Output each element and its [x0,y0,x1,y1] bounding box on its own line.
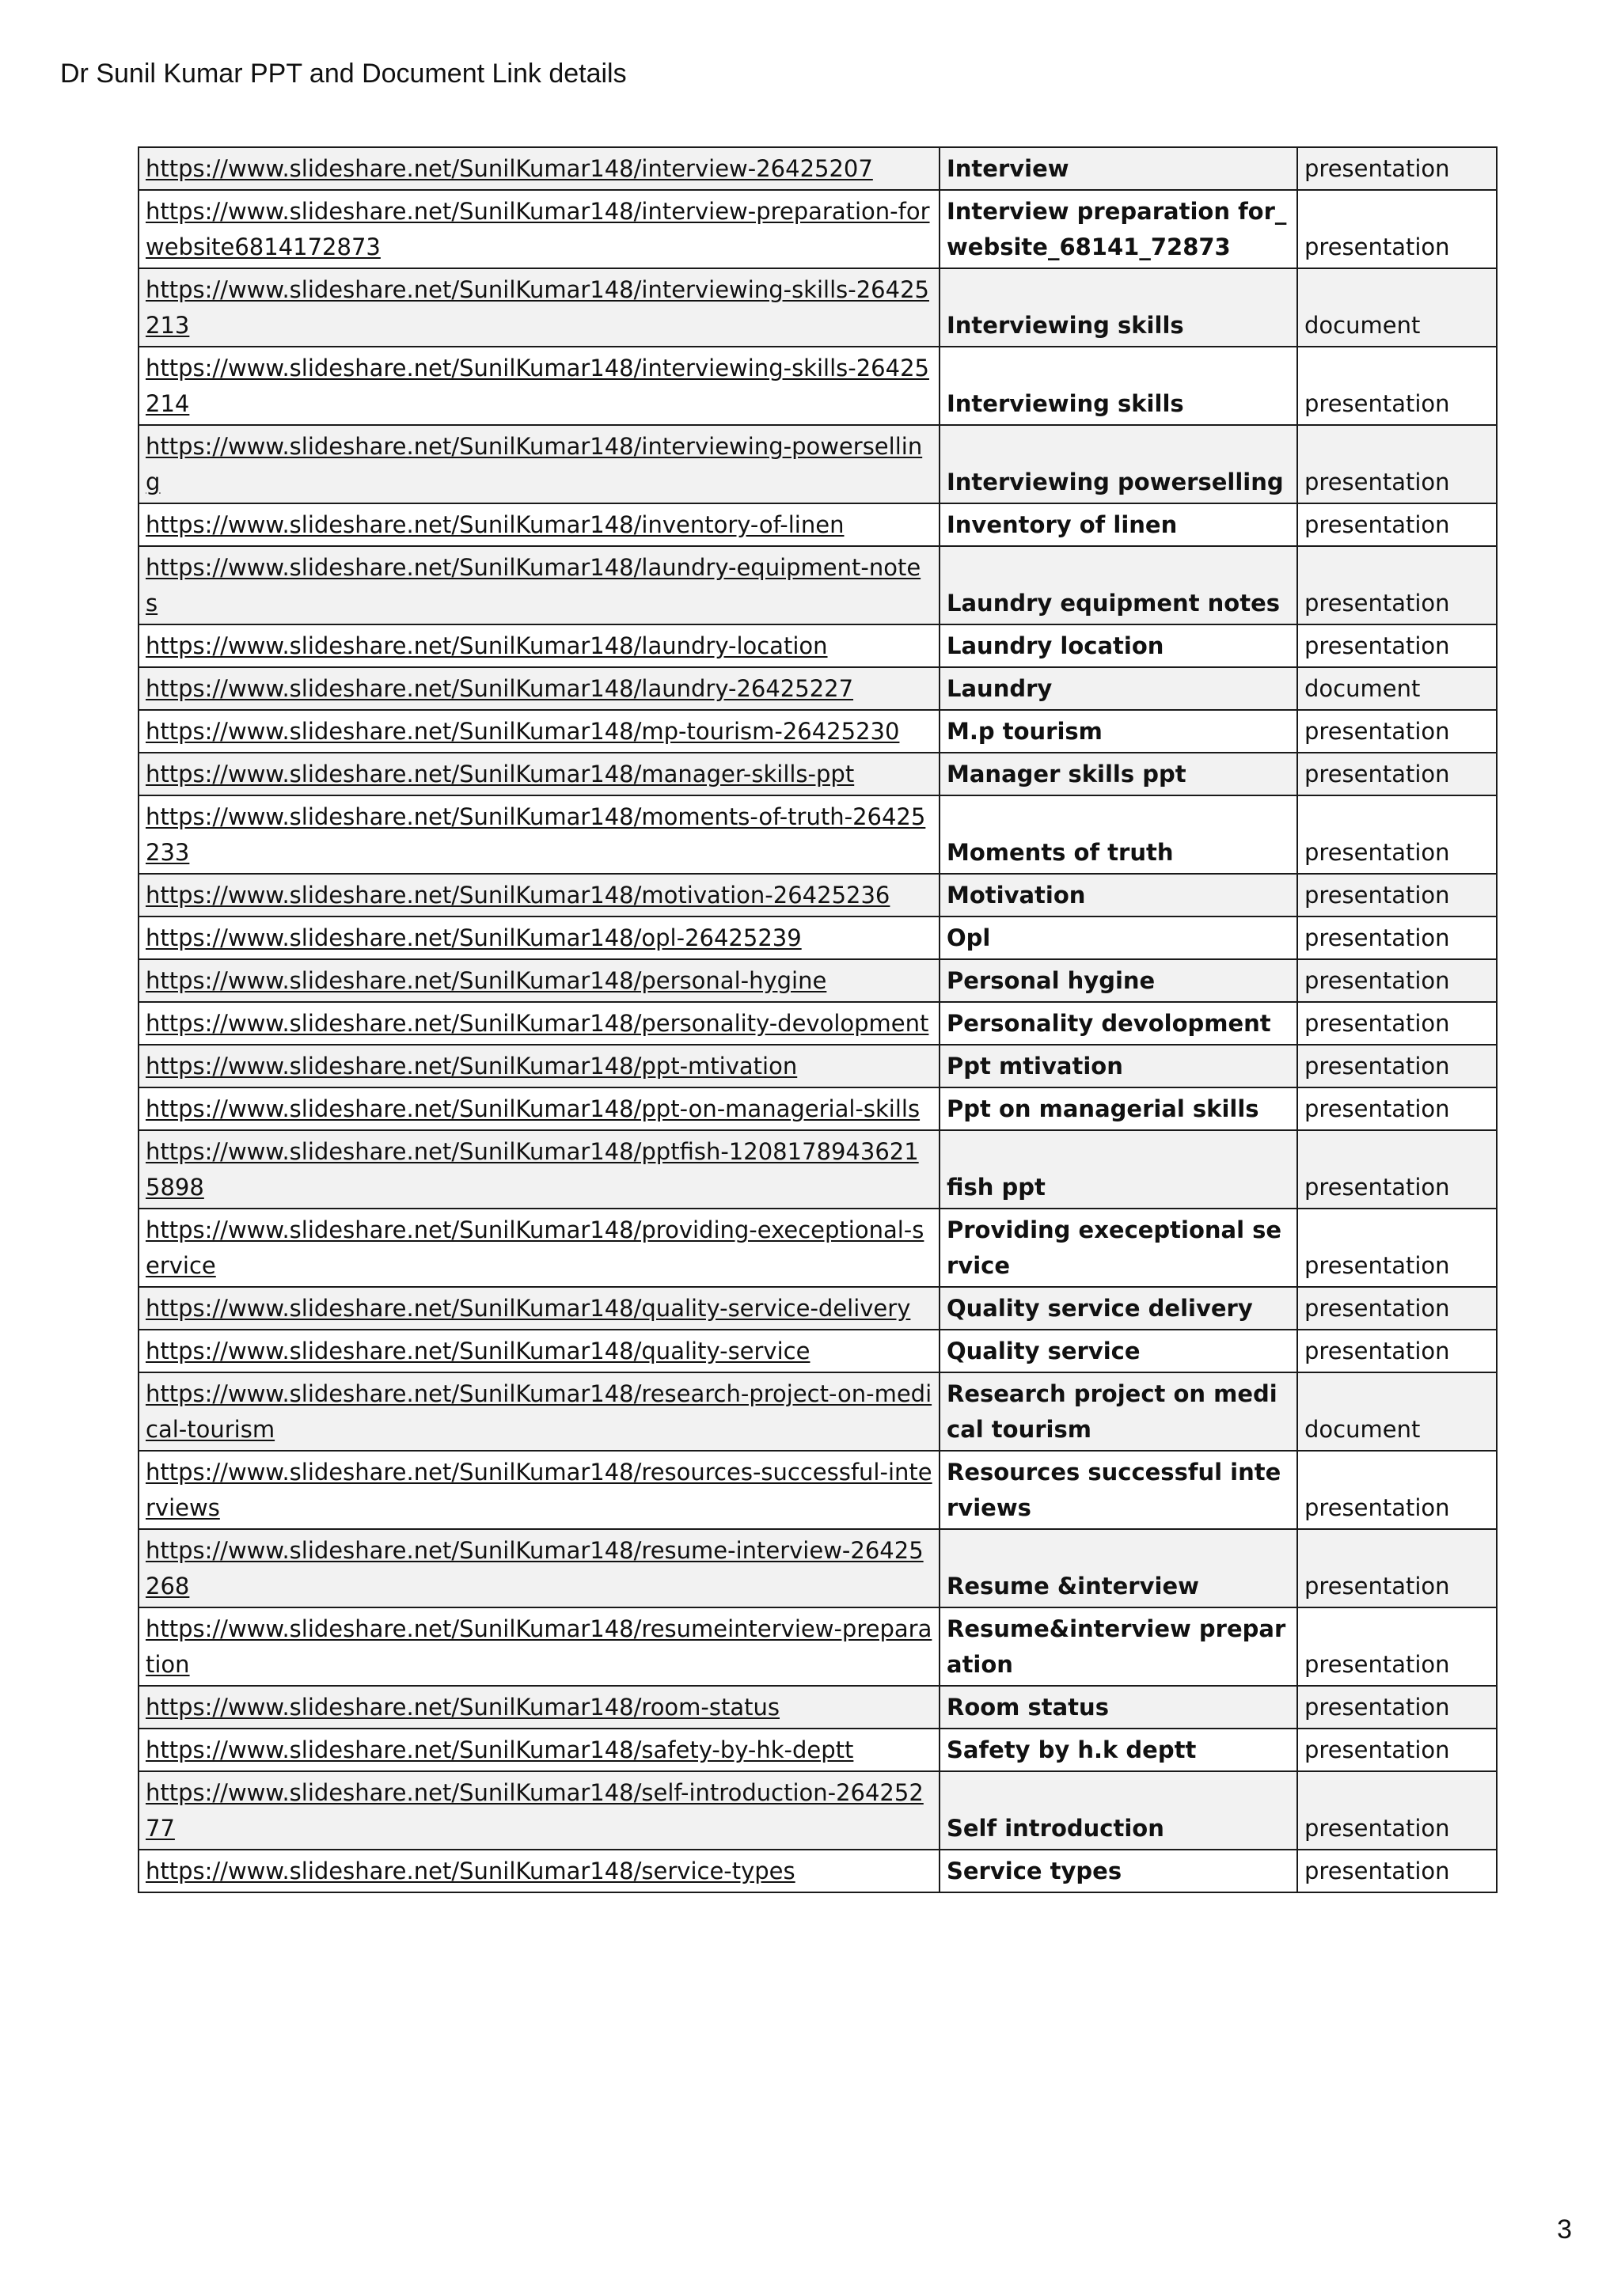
type-cell: presentation [1297,1686,1497,1729]
table-row [139,1209,1497,1287]
url-cell [139,1209,940,1287]
title-cell: Resources successful interviews [940,1451,1297,1529]
table-row [139,1087,1497,1130]
document-link[interactable]: https://www.slideshare.net/SunilKumar148/resources-successful-interviews [146,1459,932,1521]
title-cell: Room status [940,1686,1297,1729]
title-cell: Manager skills ppt [940,753,1297,795]
title-cell: Ppt on managerial skills [940,1087,1297,1130]
type-cell: presentation [1297,425,1497,503]
url-cell [139,1451,940,1529]
url-cell [139,1607,940,1686]
document-link[interactable]: https://www.slideshare.net/SunilKumar148/motivation-26425236 [146,882,890,909]
page-header-title: Dr Sunil Kumar PPT and Document Link details [60,59,627,89]
links-table-body [139,147,1497,1892]
page-number: 3 [1557,2214,1572,2245]
document-link[interactable]: https://www.slideshare.net/SunilKumar148/moments-of-truth-26425233 [146,803,926,866]
table-row [139,1607,1497,1686]
document-link[interactable]: https://www.slideshare.net/SunilKumar148/providing-execeptional-service [146,1216,924,1279]
title-cell: Ppt mtivation [940,1045,1297,1087]
url-cell [139,503,940,546]
document-link[interactable]: https://www.slideshare.net/SunilKumar148/laundry-equipment-notes [146,554,921,617]
table-row [139,624,1497,667]
table-row [139,753,1497,795]
type-cell: presentation [1297,1850,1497,1892]
type-cell: presentation [1297,1729,1497,1771]
url-cell [139,546,940,624]
url-cell [139,667,940,710]
title-cell: Personality devolopment [940,1002,1297,1045]
url-cell [139,268,940,347]
type-cell: presentation [1297,753,1497,795]
table-row [139,1686,1497,1729]
url-cell [139,710,940,753]
url-cell [139,1529,940,1607]
url-cell [139,874,940,917]
url-cell [139,1045,940,1087]
type-cell: presentation [1297,1529,1497,1607]
table-row [139,268,1497,347]
title-cell: Interviewing skills [940,268,1297,347]
url-cell [139,1002,940,1045]
url-cell [139,624,940,667]
title-cell: Interviewing powerselling [940,425,1297,503]
links-table [138,146,1498,1893]
type-cell: presentation [1297,795,1497,874]
type-cell: presentation [1297,347,1497,425]
table-row [139,1529,1497,1607]
table-row [139,1330,1497,1372]
type-cell: document [1297,268,1497,347]
table-row [139,546,1497,624]
table-row [139,667,1497,710]
document-link[interactable]: https://www.slideshare.net/SunilKumar148/ppt-mtivation [146,1053,798,1080]
document-link[interactable]: https://www.slideshare.net/SunilKumar148/resume-interview-26425268 [146,1537,924,1600]
type-cell: presentation [1297,1002,1497,1045]
table-row [139,347,1497,425]
table-row [139,503,1497,546]
url-cell [139,1771,940,1850]
url-cell [139,1372,940,1451]
url-cell [139,147,940,190]
type-cell: presentation [1297,1771,1497,1850]
title-cell: Laundry location [940,624,1297,667]
document-link[interactable]: https://www.slideshare.net/SunilKumar148/ppt-on-managerial-skills [146,1095,921,1122]
title-cell: Quality service delivery [940,1287,1297,1330]
title-cell: Research project on medical tourism [940,1372,1297,1451]
url-cell [139,795,940,874]
document-link[interactable]: https://www.slideshare.net/SunilKumar148/quality-service [146,1338,810,1364]
title-cell: Laundry [940,667,1297,710]
table-row [139,425,1497,503]
title-cell: Interview [940,147,1297,190]
type-cell: document [1297,667,1497,710]
url-cell [139,347,940,425]
table-row [139,1287,1497,1330]
type-cell: presentation [1297,874,1497,917]
type-cell: presentation [1297,917,1497,959]
type-cell: presentation [1297,1087,1497,1130]
table-row [139,1002,1497,1045]
document-link[interactable]: https://www.slideshare.net/SunilKumar148/interview-preparation-forwebsite6814172873 [146,198,930,260]
table-row [139,1372,1497,1451]
title-cell: Moments of truth [940,795,1297,874]
url-cell [139,1130,940,1209]
title-cell: Inventory of linen [940,503,1297,546]
table-row [139,1130,1497,1209]
document-link[interactable]: https://www.slideshare.net/SunilKumar148/service-types [146,1858,795,1884]
document-link[interactable]: https://www.slideshare.net/SunilKumar148/interviewing-skills-26425213 [146,276,929,339]
document-link[interactable]: https://www.slideshare.net/SunilKumar148/manager-skills-ppt [146,761,855,787]
document-link[interactable]: https://www.slideshare.net/SunilKumar148/opl-26425239 [146,924,802,951]
document-link[interactable]: https://www.slideshare.net/SunilKumar148/interviewing-skills-26425214 [146,355,929,417]
table-row [139,1045,1497,1087]
table-row [139,1850,1497,1892]
title-cell: Resume&interview preparation [940,1607,1297,1686]
url-cell [139,1850,940,1892]
type-cell: presentation [1297,1287,1497,1330]
type-cell: presentation [1297,624,1497,667]
type-cell: presentation [1297,1045,1497,1087]
title-cell: M.p tourism [940,710,1297,753]
type-cell: presentation [1297,959,1497,1002]
document-link[interactable]: https://www.slideshare.net/SunilKumar148/pptfish-12081789436215898 [146,1138,919,1201]
type-cell: presentation [1297,190,1497,268]
table-row [139,917,1497,959]
url-cell [139,959,940,1002]
table-row [139,1451,1497,1529]
document-link[interactable]: https://www.slideshare.net/SunilKumar148/safety-by-hk-deptt [146,1736,854,1763]
title-cell: Motivation [940,874,1297,917]
title-cell: Providing execeptional service [940,1209,1297,1287]
document-link[interactable]: https://www.slideshare.net/SunilKumar148/inventory-of-linen [146,511,845,538]
table-row [139,147,1497,190]
type-cell: presentation [1297,710,1497,753]
table-row [139,795,1497,874]
title-cell: Quality service [940,1330,1297,1372]
type-cell: document [1297,1372,1497,1451]
title-cell: Personal hygine [940,959,1297,1002]
table-row [139,710,1497,753]
document-link[interactable]: https://www.slideshare.net/SunilKumar148/quality-service-delivery [146,1295,911,1322]
table-row [139,959,1497,1002]
title-cell: fish ppt [940,1130,1297,1209]
table-row [139,1729,1497,1771]
document-link[interactable]: https://www.slideshare.net/SunilKumar148/room-status [146,1694,780,1721]
type-cell: presentation [1297,1607,1497,1686]
url-cell [139,425,940,503]
type-cell: presentation [1297,546,1497,624]
url-cell [139,753,940,795]
type-cell: presentation [1297,1451,1497,1529]
document-link[interactable]: https://www.slideshare.net/SunilKumar148/laundry-26425227 [146,675,854,702]
type-cell: presentation [1297,503,1497,546]
document-link[interactable]: https://www.slideshare.net/SunilKumar148/resumeinterview-preparation [146,1615,932,1678]
title-cell: Opl [940,917,1297,959]
table-row [139,190,1497,268]
title-cell: Service types [940,1850,1297,1892]
type-cell: presentation [1297,147,1497,190]
url-cell [139,1087,940,1130]
title-cell: Interview preparation for_website_68141_72873 [940,190,1297,268]
document-link[interactable]: https://www.slideshare.net/SunilKumar148/laundry-location [146,632,828,659]
table-row [139,874,1497,917]
table-row [139,1771,1497,1850]
document-link[interactable]: https://www.slideshare.net/SunilKumar148/personal-hygine [146,967,827,994]
title-cell: Self introduction [940,1771,1297,1850]
url-cell [139,1330,940,1372]
document-link[interactable]: https://www.slideshare.net/SunilKumar148/interview-26425207 [146,155,873,182]
title-cell: Interviewing skills [940,347,1297,425]
type-cell: presentation [1297,1330,1497,1372]
url-cell [139,190,940,268]
title-cell: Safety by h.k deptt [940,1729,1297,1771]
url-cell [139,1729,940,1771]
title-cell: Resume &interview [940,1529,1297,1607]
document-link[interactable]: https://www.slideshare.net/SunilKumar148/interviewing-powerselling [146,433,923,495]
document-link[interactable]: https://www.slideshare.net/SunilKumar148/mp-tourism-26425230 [146,718,900,745]
document-link[interactable]: https://www.slideshare.net/SunilKumar148/research-project-on-medical-tourism [146,1380,932,1443]
url-cell [139,917,940,959]
document-link[interactable]: https://www.slideshare.net/SunilKumar148/personality-devolopment [146,1010,929,1037]
url-cell [139,1686,940,1729]
url-cell [139,1287,940,1330]
document-link[interactable]: https://www.slideshare.net/SunilKumar148/self-introduction-26425277 [146,1779,924,1842]
title-cell: Laundry equipment notes [940,546,1297,624]
type-cell: presentation [1297,1209,1497,1287]
type-cell: presentation [1297,1130,1497,1209]
